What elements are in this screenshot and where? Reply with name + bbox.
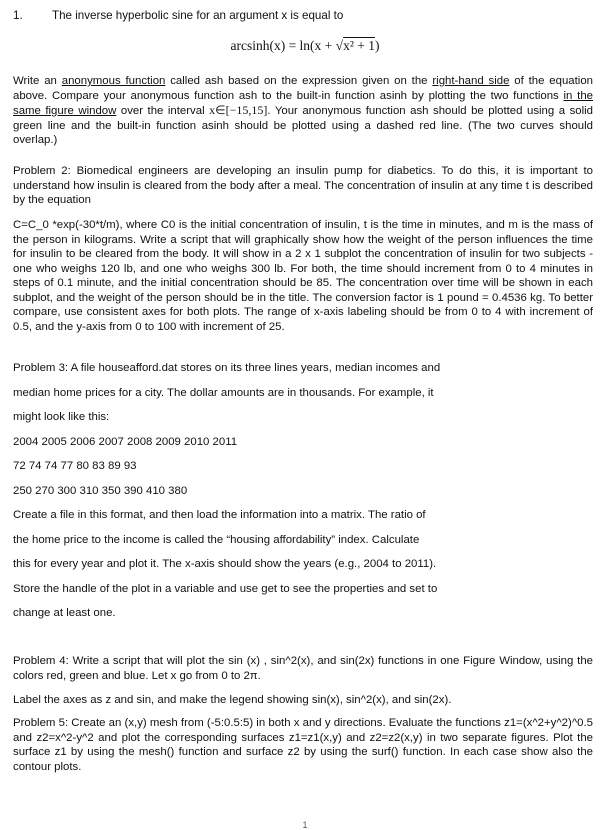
problem-2-detail: C=C_0 *exp(-30*t/m), where C0 is the initial concentration of insulin, t is the time in minutes, and m is the mass of the person in kilograms. Write a script that will graphically show how the weight of the person influences the time for insulin to be cleared from the body. It will show in a 2 x 1 subplot the concentration of insulin for two subjects - one who weighs 120 lb, and one who weighs 300 lb. For both, the time should increment from 0 to 4 minutes in steps of 0.1 minute, and the initial concentration should be 85. The concentration over time will be shown in each subplot, and the weight of the person should be in the title. The conversion factor is 1 pound = 0.4536 kg. To better compare, use consistent axes for both plots. The range of x-axis labeling should be from 0 to 4 with increment of 0.5, and the y-axis from 0 to 100 with increment of 25.	[13, 219, 593, 333]
p3-line: Create a file in this format, and then load the information into a matrix. The ratio of	[13, 509, 426, 521]
problem-4: Problem 4: Write a script that will plot the sin (x) , sin^2(x), and sin(2x) functions in one Figure Window, using the colors red, green and blue. Let x go from 0 to 2π.	[13, 655, 593, 682]
p3-line: Store the handle of the plot in a variable and use get to see the properties and set to	[13, 582, 438, 595]
arcsinh-formula	[0, 38, 610, 54]
p3-line: the home price to the income is called the “housing affordability” index. Calculate	[13, 533, 420, 546]
p3-line: Problem 3: A file houseafford.dat stores on its three lines years, median incomes and	[13, 362, 441, 374]
p1-text-4: over the interval	[116, 105, 210, 117]
p3-line: this for every year and plot it. The x-axis should show the years (e.g., 2004 to 2011).	[13, 558, 437, 570]
p1-underline-anon: anonymous function	[61, 75, 166, 87]
p3-line: might look like this:	[13, 411, 110, 423]
p3-line: median home prices for a city. The dollar amounts are in thousands. For example, it	[13, 386, 434, 399]
page-number: 1	[302, 820, 308, 830]
p1-underline-figure: in the same figure window	[13, 89, 593, 117]
problem-1-heading	[13, 9, 343, 22]
p1-text-2: called ash based on the expression given on the	[165, 75, 433, 87]
radical-sign: √	[335, 38, 344, 53]
p3-line: 2004 2005 2006 2007 2008 2009 2010 2011	[13, 435, 238, 448]
problem-2-intro: Problem 2: Biomedical engineers are developing an insulin pump for diabetics. To do this, it is important to understand how insulin is cleared from the body after a meal. The concentration of insulin at any time t is described by the equation	[13, 165, 593, 206]
radicand: x² + 1	[343, 38, 376, 53]
p3-line: 250 270 300 310 350 390 410 380	[13, 484, 188, 497]
p1-text-5: . Your anonymous function ash should be plotted using a solid green line and the built-in function asinh should be plotted using a dashed red line. (The two curves should overlap.)	[13, 105, 593, 146]
p1-interval: x∈[−15,15]	[209, 103, 268, 117]
problem-1-body	[13, 74, 593, 148]
problem-number: 1.	[13, 9, 23, 22]
p3-line: change at least one.	[13, 607, 116, 619]
formula-close: )	[375, 38, 380, 53]
p3-line: 72 74 74 77 80 83 89 93	[13, 460, 137, 472]
formula-lhs: arcsinh(x) = ln(x +	[230, 38, 336, 53]
p1-text-1: Write an	[13, 75, 62, 87]
heading-text: The inverse hyperbolic sine for an argument x is equal to	[52, 9, 344, 22]
problem-5: Problem 5: Create an (x,y) mesh from (-5:0.5:5) in both x and y directions. Evaluate the functions z1=(x^2+y^2)^0.5 and z2=x^2-y^2 and plot the corresponding surfaces z1=z1(x,y) and z2=z2(x,y) in two separate figures. Plot the surface z1 by using the mesh() function and surface z2 by using the surf() function. In each case show also the contour plots.	[13, 717, 593, 773]
problem-4-labels: Label the axes as z and sin, and make the legend showing sin(x), sin^2(x), and sin(2x).	[13, 694, 452, 706]
p1-text-3: of the equation above. Compare your anonymous function ash to the built-in function asinh by plotting the two functions	[13, 75, 594, 102]
problem-3	[13, 356, 593, 626]
p1-underline-rhs: right-hand side	[432, 75, 510, 87]
